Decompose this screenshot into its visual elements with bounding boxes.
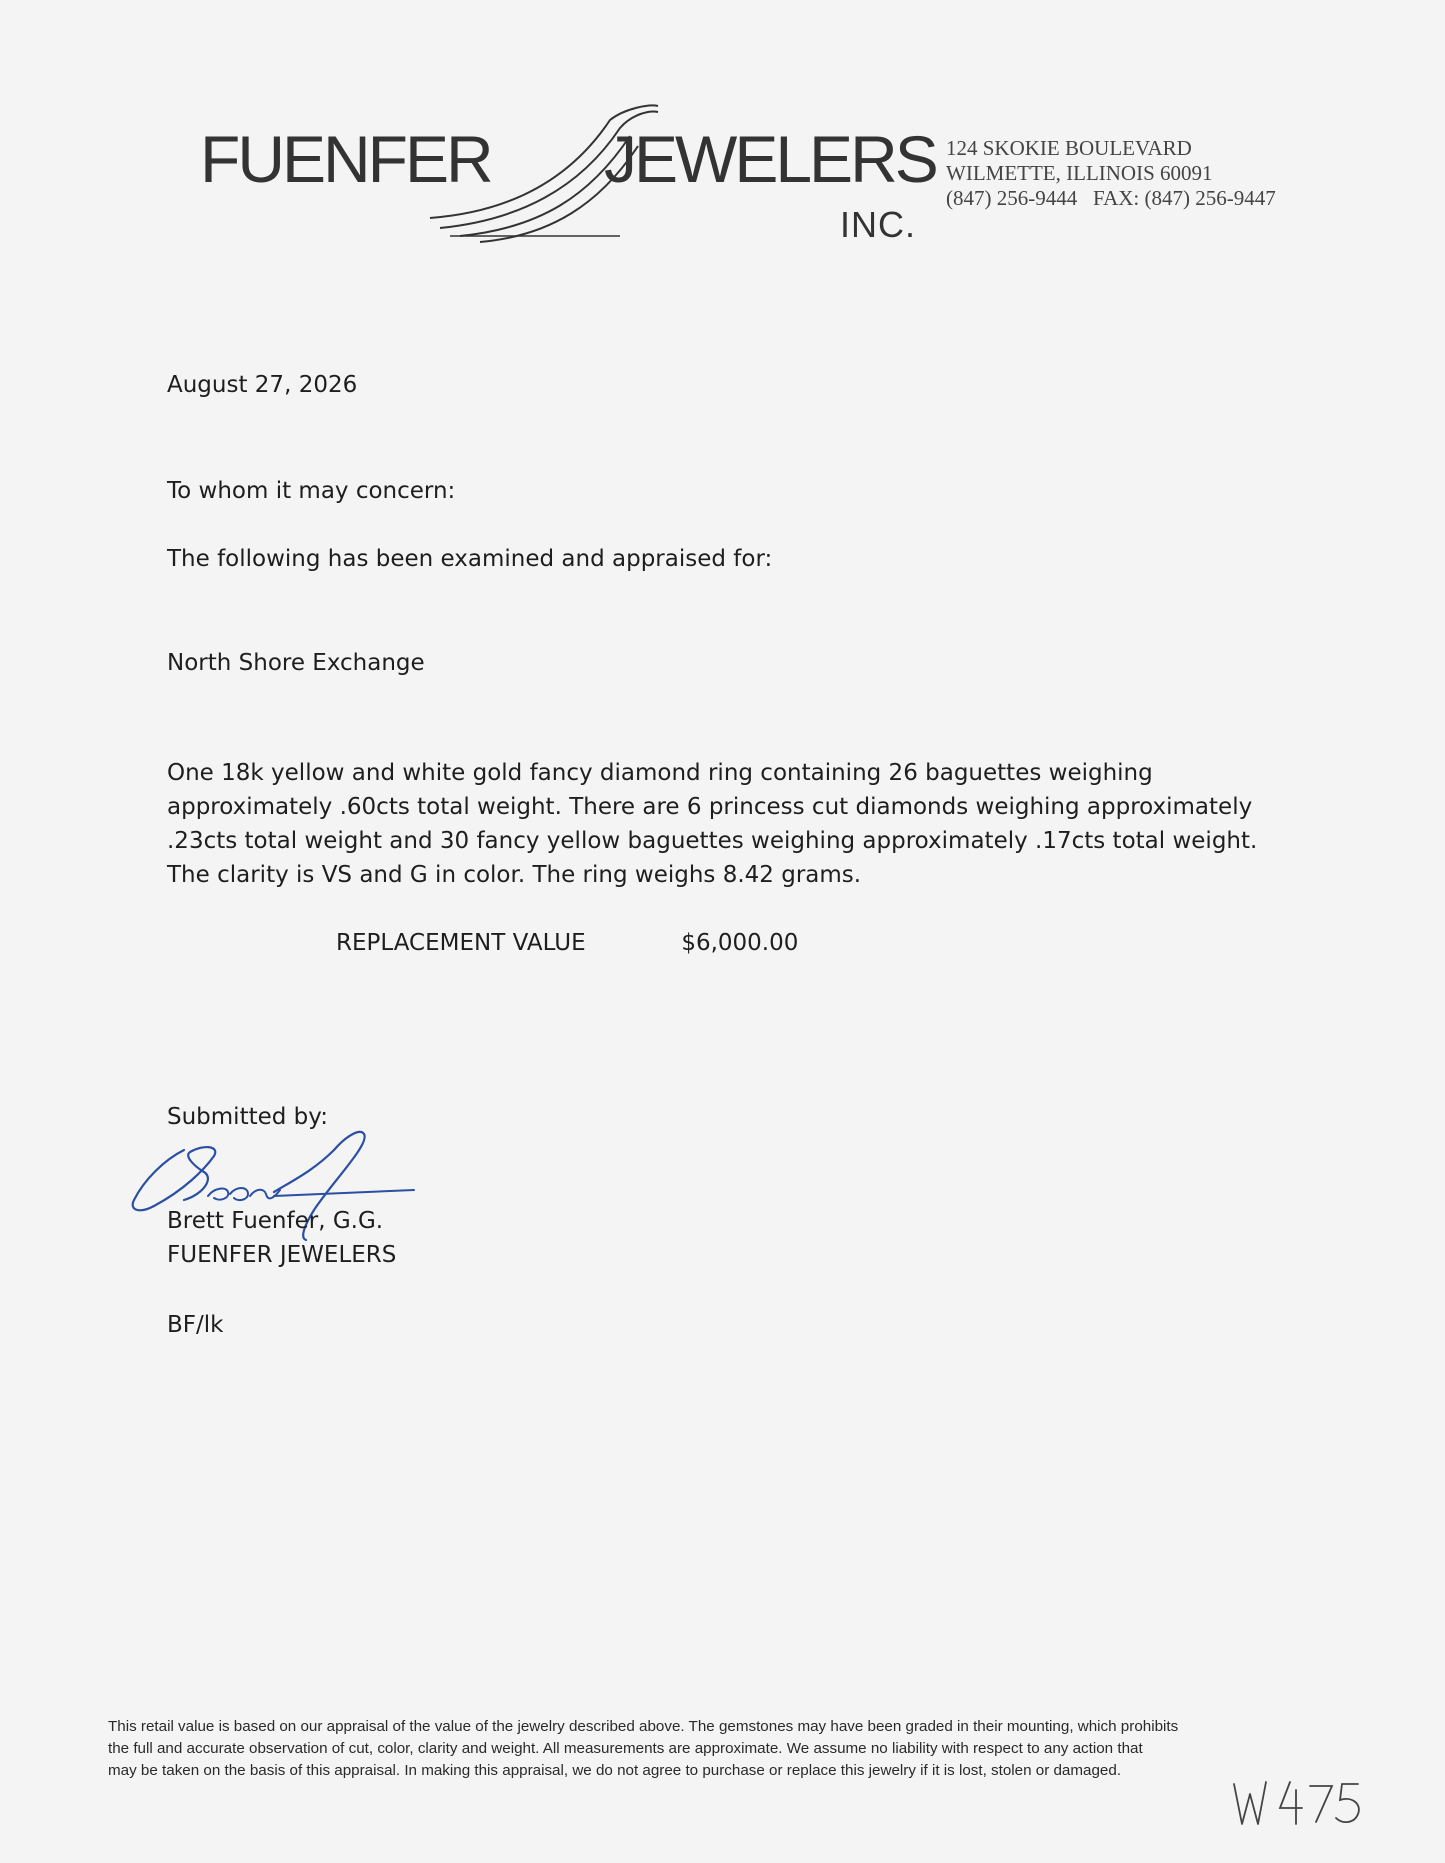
logo-text-right: JEWELERS <box>604 122 936 196</box>
typist-initials: BF/lk <box>167 1312 224 1338</box>
disclaimer-line: This retail value is based on our appraisal of the value of the jewelry described above. The gemstones may have been graded in their mounting, which prohibits <box>108 1718 1179 1735</box>
replacement-value-row <box>336 930 798 956</box>
submitted-by-label: Submitted by: <box>167 1104 328 1130</box>
address-street: 124 SKOKIE BOULEVARD <box>946 136 1192 160</box>
signer-name: Brett Fuenfer, G.G. <box>167 1208 384 1234</box>
logo-text-left: FUENFER <box>200 122 491 196</box>
signer-company: FUENFER JEWELERS <box>167 1242 397 1268</box>
appraisal-disclaimer <box>108 1716 1348 1782</box>
disclaimer-line: the full and accurate observation of cut, color, clarity and weight. All measurements are approximate. We assume no liability with respect to any action that <box>108 1740 1143 1757</box>
logo-inc: INC. <box>840 204 916 245</box>
letter-intro: The following has been examined and appraised for: <box>167 546 773 572</box>
description-line: The clarity is VS and G in color. The ring weighs 8.42 grams. <box>167 862 862 888</box>
letterhead <box>200 100 1320 260</box>
replacement-value-label: REPLACEMENT VALUE <box>336 930 586 956</box>
letter-date: August 27, 2026 <box>167 372 358 398</box>
item-description <box>167 756 1277 892</box>
appraisal-recipient: North Shore Exchange <box>167 650 425 676</box>
disclaimer-line: may be taken on the basis of this appraisal. In making this appraisal, we do not agree to purchase or replace this jewelry if it is lost, stolen or damaged. <box>108 1762 1122 1779</box>
description-line: One 18k yellow and white gold fancy diamond ring containing 26 baguettes weighing <box>167 760 1153 786</box>
company-logo <box>200 100 940 260</box>
description-line: approximately .60cts total weight. There are 6 princess cut diamonds weighing approximately <box>167 794 1253 820</box>
company-address <box>946 136 1276 211</box>
replacement-value-amount: $6,000.00 <box>681 930 799 956</box>
letter-salutation: To whom it may concern: <box>167 478 456 504</box>
handwritten-reference-mark <box>1228 1770 1368 1830</box>
address-city: WILMETTE, ILLINOIS 60091 <box>946 161 1213 185</box>
description-line: .23cts total weight and 30 fancy yellow baguettes weighing approximately .17cts total weight. <box>167 828 1258 854</box>
address-phone-fax: (847) 256-9444 FAX: (847) 256-9447 <box>946 186 1276 210</box>
